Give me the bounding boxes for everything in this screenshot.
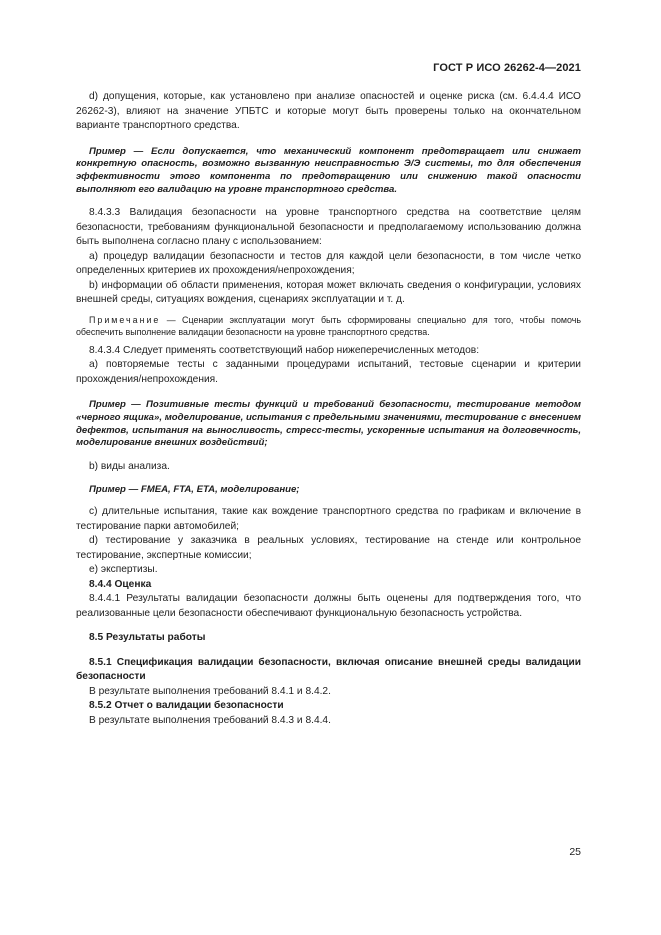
- result-text: В результате выполнения требований 8.4.1 и 8.4.2.: [89, 685, 331, 697]
- list-item-d: d) допущения, которые, как установлено при анализе опасностей и оценке риска (см. 6.4.4.4 ИСО 26262-3), влияют на значение УПБТС и которые могут быть проверены только на окончательном варианте транспортного средства.: [76, 91, 581, 131]
- note-text: — Сценарии эксплуатации могут быть сформированы специально для того, чтобы помочь обеспечить выполнение валидации безопасности на уровне транспортного средства.: [76, 314, 581, 337]
- example-block: Пример — FMEA, FTA, ETA, моделирование;: [89, 483, 300, 495]
- list-item-a: a) повторяемые тесты с заданными процедурами испытаний, тестовые сценарии и критерии прохождения/непрохождения.: [76, 359, 581, 385]
- document-body: [76, 90, 581, 728]
- clause-8-4-3-3: 8.4.3.3 Валидация безопасности на уровне транспортного средства на соответствие целям безопасности, требованиям функциональной безопасности и предполагаемому использованию должна быть выполнена согласно плану с использованием:: [76, 207, 581, 248]
- example-block: Пример — Позитивные тесты функций и требований безопасности, тестирование методом «черного ящика», моделирование, испытания с предельными значениями, тестирование с внесением дефектов, испытания на выносливость, стресс-тесты, ускоренные испытания на долговечность, моделирование внешних воздействий;: [76, 399, 581, 449]
- section-heading-8-5: 8.5 Результаты работы: [89, 632, 206, 644]
- document-header: ГОСТ Р ИСО 26262-4—2021: [433, 62, 581, 74]
- note-block: [76, 314, 581, 338]
- list-item-e: e) экспертизы.: [89, 564, 158, 576]
- section-heading-8-4-4: 8.4.4 Оценка: [89, 578, 152, 590]
- list-item-b: b) информации об области применения, которая может включать сведения о конфигурации, условиях внешней среды, ситуациях вождения, сценариях эксплуатации и т. д.: [76, 279, 581, 306]
- section-heading-8-5-2: 8.5.2 Отчет о валидации безопасности: [89, 700, 284, 712]
- example-block: Пример — Если допускается, что механический компонент предотвращает или снижает конкретную опасность, возможно вызванную неисправностью Э/Э системы, то для обеспечения эффективности этого компонента по предотвращению или снижению такой опасности выполняют его валидацию на уровне транспортного средства.: [76, 145, 581, 195]
- list-item-c: c) длительные испытания, такие как вождение транспортного средства по графикам и включение в тестирование парки автомобилей;: [76, 506, 581, 532]
- clause-8-4-4-1: 8.4.4.1 Результаты валидации безопасности должны быть оценены для подтверждения того, что реализованные цели безопасности обеспечивают функциональную безопасность устройства.: [76, 593, 581, 619]
- page-number: 25: [569, 846, 581, 858]
- list-item-b: b) виды анализа.: [89, 461, 170, 473]
- section-heading-8-5-1: 8.5.1 Спецификация валидации безопасности, включая описание внешней среды валидации безопасности: [76, 656, 581, 683]
- result-text: В результате выполнения требований 8.4.3 и 8.4.4.: [89, 714, 331, 726]
- clause-8-4-3-4: 8.4.3.4 Следует применять соответствующий набор нижеперечисленных методов:: [89, 344, 480, 356]
- list-item-a: a) процедур валидации безопасности и тестов для каждой цели безопасности, в том числе четко определенных критериев их прохождения/непрохождения;: [76, 250, 581, 277]
- note-label: Примечание: [89, 314, 161, 325]
- list-item-d: d) тестирование у заказчика в реальных условиях, тестирование на стенде или контрольное тестирование, экспертные комиссии;: [76, 535, 581, 561]
